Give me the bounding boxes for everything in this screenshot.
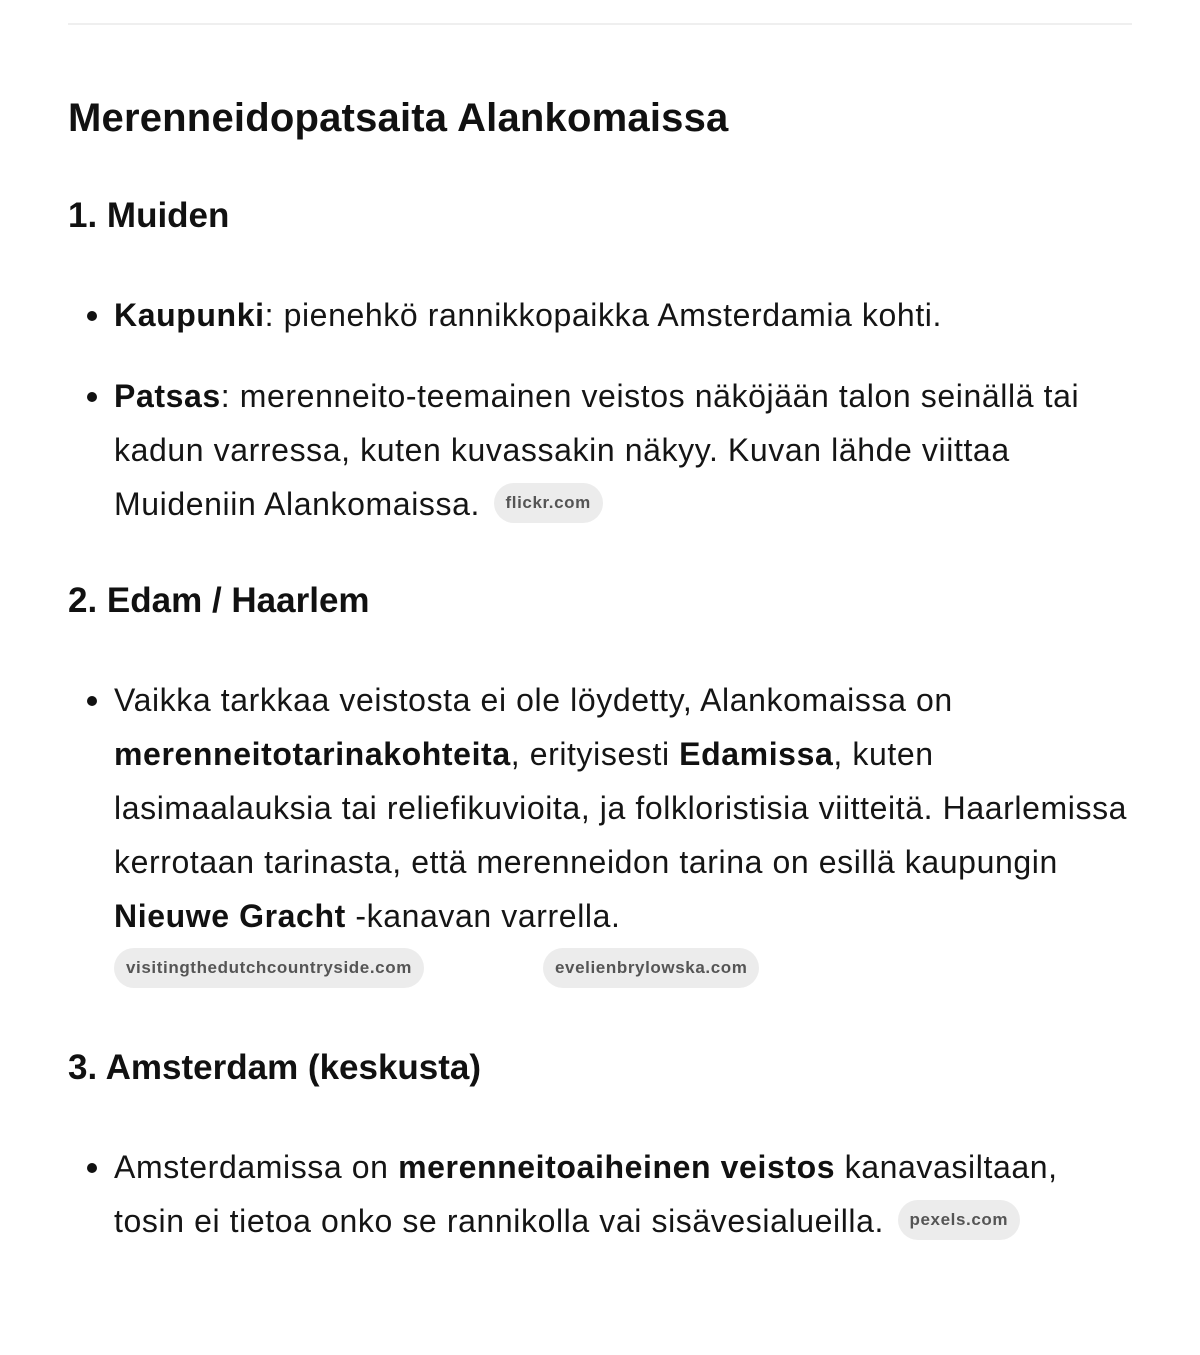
page-title: Merenneidopatsaita Alankomaissa <box>68 96 729 140</box>
top-divider <box>68 23 1132 25</box>
bullet-bold: merenneitotarinakohteita <box>114 736 511 772</box>
bullet-text: : merenneito-teemainen veistos näköjään talon seinällä tai kadun varressa, kuten kuvassakin näkyy. Kuvan lähde viittaa Muideniin Alankomaissa. <box>114 378 1080 522</box>
source-chip[interactable]: flickr.com <box>494 483 603 523</box>
bullet-bold: Nieuwe Gracht <box>114 898 346 934</box>
source-chip[interactable]: visitingthedutchcountryside.com <box>114 948 424 988</box>
bullet-text: : pienehkö rannikkopaikka Amsterdamia kohti. <box>264 297 943 333</box>
bullet-label: Kaupunki <box>114 297 265 333</box>
list-item <box>114 1140 1134 1248</box>
bullet-text: kanavasiltaan, tosin ei tietoa onko se rannikolla vai sisävesialueilla. <box>114 1149 1058 1239</box>
list-item <box>114 673 1134 943</box>
list-item <box>114 369 1134 531</box>
list-item <box>114 288 1134 342</box>
source-chip[interactable]: pexels.com <box>898 1200 1021 1240</box>
bullet-text: -kanavan varrella. <box>345 898 621 934</box>
bullet-text: Amsterdamissa on <box>114 1149 399 1185</box>
source-chip[interactable]: evelienbrylowska.com <box>543 948 759 988</box>
section-heading-amsterdam: 3. Amsterdam (keskusta) <box>68 1048 482 1087</box>
bullet-bold: merenneitoaiheinen veistos <box>398 1149 836 1185</box>
section-heading-edam-haarlem: 2. Edam / Haarlem <box>68 581 370 620</box>
bullet-text: , erityisesti <box>510 736 680 772</box>
bullet-bold: Edamissa <box>679 736 834 772</box>
bullet-label: Patsas <box>114 378 221 414</box>
bullet-text: , kuten lasimaalauksia tai reliefikuvioita, ja folkloristisia viitteitä. Haarlemissa kerrotaan tarinasta, että merenneidon tarina on esillä kaupungin <box>114 736 1128 880</box>
bullet-text: Vaikka tarkkaa veistosta ei ole löydetty, Alankomaissa on <box>114 682 953 718</box>
section-heading-muiden: 1. Muiden <box>68 196 230 235</box>
